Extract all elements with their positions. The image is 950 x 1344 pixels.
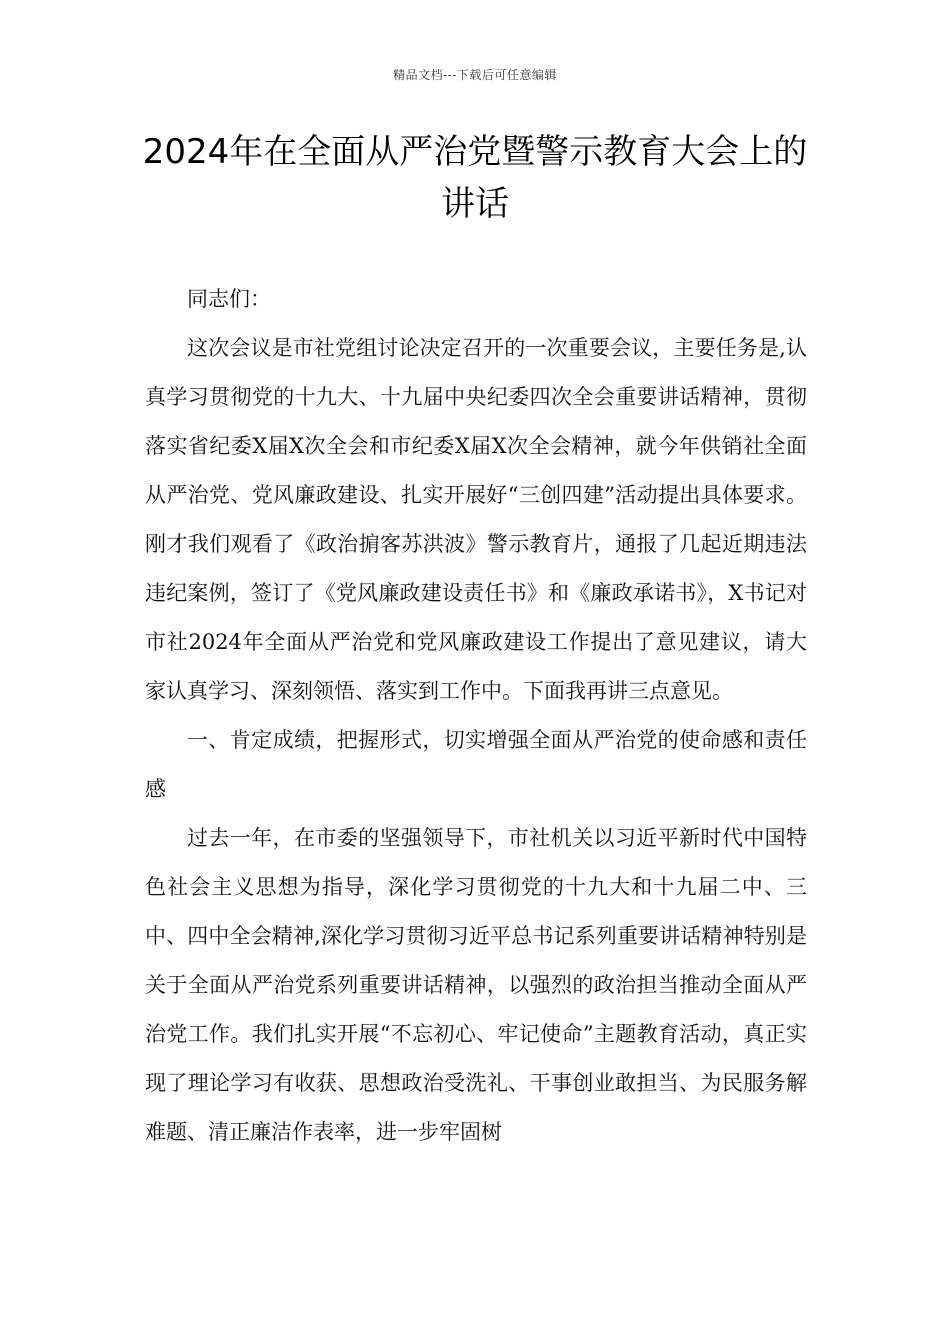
body-paragraph: 这次会议是市社党组讨论决定召开的一次重要会议，主要任务是,认真学习贯彻党的十九大、十九届中央纪委四次全会重要讲话精神，贯彻落实省纪委X届X次全会和市纪委X届X次全会精神，就今年供销社全面从严治党、党风廉政建设、扎实开展好“三创四建”活动提出具体要求。刚才我们观看了《政治掮客苏洪波》警示教育片，通报了几起近期违法违纪案例，签订了《党风廉政建设责任书》和《廉政承诺书》，X书记对市社2024年全面从严治党和党风廉政建设工作提出了意见建议，请大家认真学习、深刻领悟、落实到工作中。下面我再讲三点意见。 bbox=[145, 336, 807, 703]
salutation-paragraph: 同志们： bbox=[187, 287, 271, 311]
body-paragraph: 过去一年，在市委的坚强领导下，市社机关以习近平新时代中国特色社会主义思想为指导，深化学习贯彻党的十九大和十九届二中、三中、四中全会精神,深化学习贯彻习近平总书记系列重要讲话精神特别是关于全面从严治党系列重要讲话精神，以强烈的政治担当推动全面从严治党工作。我们扎实开展“不忘初心、牢记使命”主题教育活动，真正实现了理论学习有收获、思想政治受洗礼、干事创业敢担当、为民服务解难题、清正廉洁作表率，进一步牢固树 bbox=[145, 826, 807, 1144]
header-note: 精品文档---下载后可任意编辑 bbox=[393, 68, 557, 82]
document-title: 2024年在全面从严治党暨警示教育大会上的讲话 bbox=[142, 132, 808, 224]
section-heading-paragraph: 一、肯定成绩，把握形式，切实增强全面从严治党的使命感和责任感 bbox=[145, 728, 807, 801]
document-body bbox=[145, 275, 807, 1157]
